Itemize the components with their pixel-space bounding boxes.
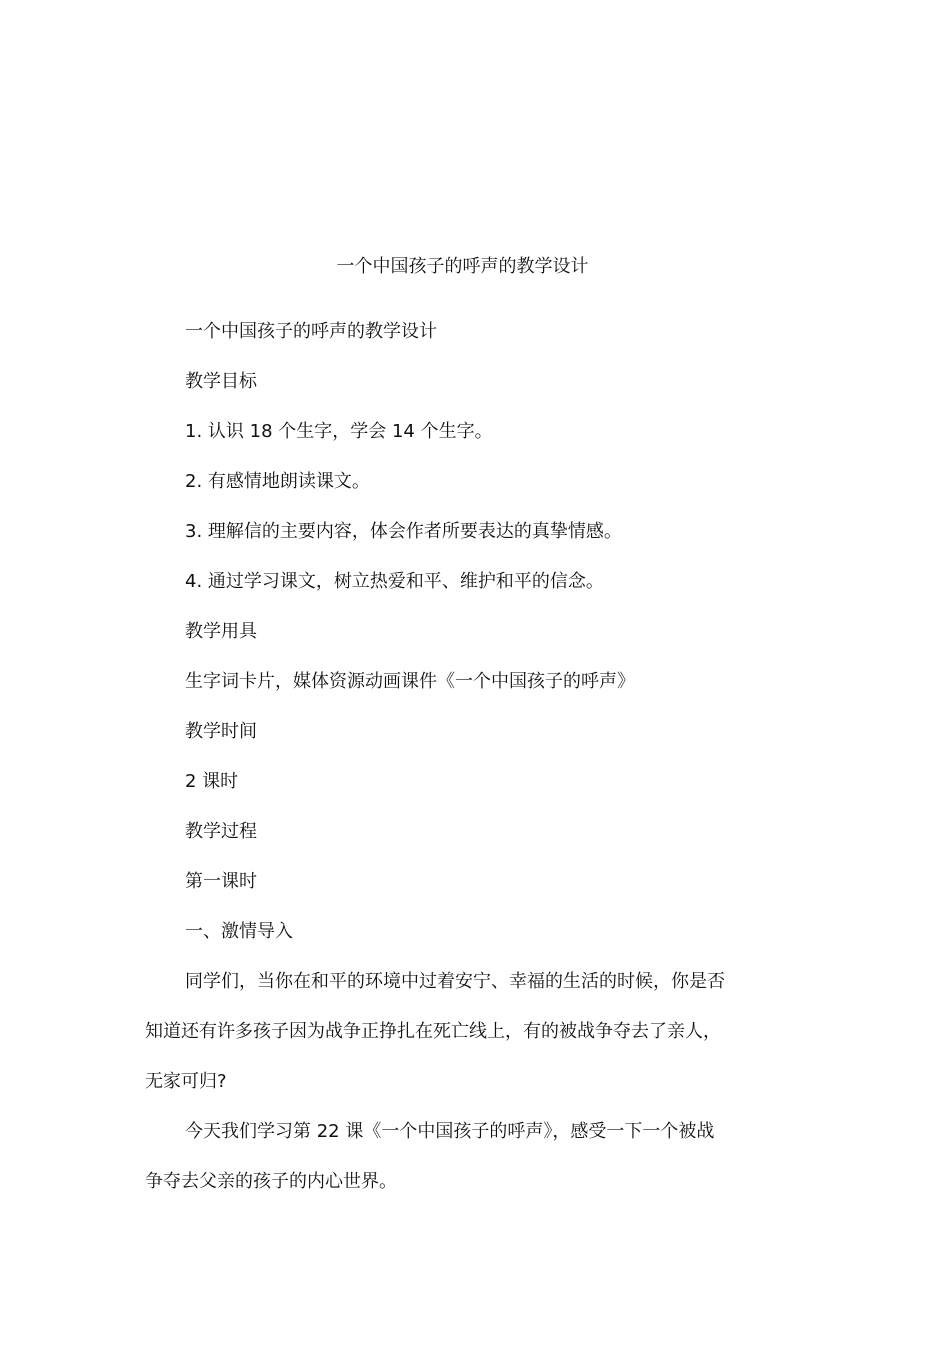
subtitle-line: 一个中国孩子的呼声的教学设计 — [185, 321, 437, 342]
step-heading-intro: 一、激情导入 — [185, 921, 293, 942]
section-heading-time: 教学时间 — [185, 721, 257, 742]
objective-item-1: 1. 认识 18 个生字，学会 14 个生字。 — [185, 421, 493, 442]
intro-paragraph-2 — [145, 1120, 785, 1194]
time-text: 2 课时 — [185, 771, 239, 792]
paragraph-row: 知道还有许多孩子因为战争正挣扎在死亡线上，有的被战争夺去了亲人， — [145, 1021, 721, 1042]
lesson-heading-first: 第一课时 — [185, 871, 257, 892]
objective-item-4: 4. 通过学习课文，树立热爱和平、维护和平的信念。 — [185, 571, 604, 592]
paragraph-row: 同学们，当你在和平的环境中过着安宁、幸福的生活的时候，你是否 — [185, 971, 725, 992]
tools-text: 生字词卡片，媒体资源动画课件《一个中国孩子的呼声》 — [185, 671, 635, 692]
paragraph-row: 无家可归? — [145, 1071, 227, 1092]
objective-item-3: 3. 理解信的主要内容，体会作者所要表达的真挚情感。 — [185, 521, 622, 542]
section-heading-process: 教学过程 — [185, 821, 257, 842]
paragraph-row: 争夺去父亲的孩子的内心世界。 — [145, 1171, 397, 1192]
intro-paragraph-1 — [145, 970, 785, 1094]
objective-item-2: 2. 有感情地朗读课文。 — [185, 471, 370, 492]
document-title: 一个中国孩子的呼声的教学设计 — [336, 256, 589, 277]
paragraph-row: 今天我们学习第 22 课《一个中国孩子的呼声》，感受一下一个被战 — [185, 1121, 715, 1142]
section-heading-objectives: 教学目标 — [185, 371, 257, 392]
section-heading-tools: 教学用具 — [185, 621, 257, 642]
